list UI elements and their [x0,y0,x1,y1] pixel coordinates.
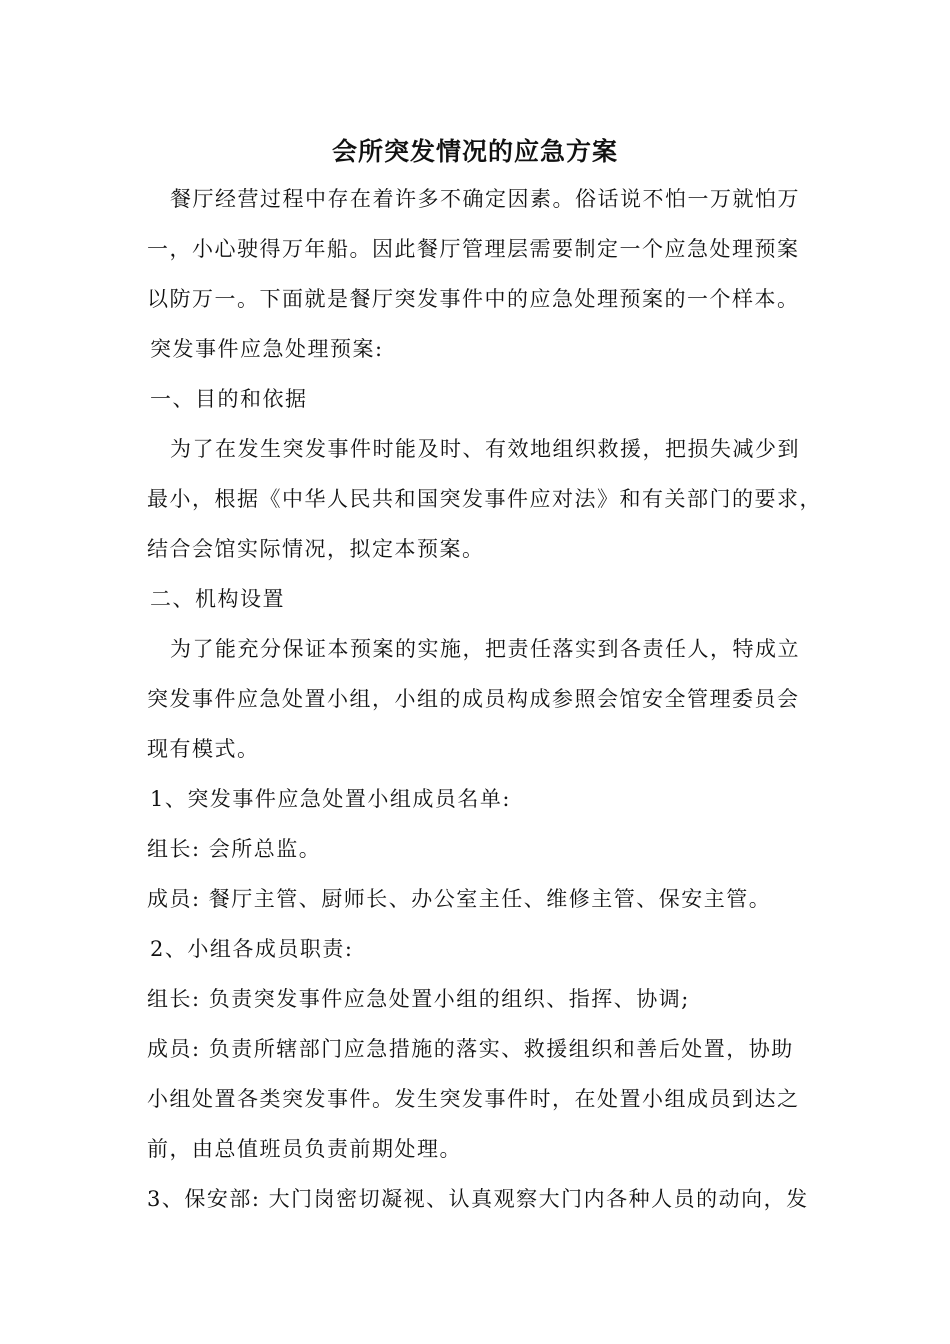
list-item: 3、保安部: 大门岗密切凝视、认真观察大门内各种人员的动向，发 [147,1187,809,1211]
paragraph-line: 为了能充分保证本预案的实施，把责任落实到各责任人，特成立 [170,637,800,661]
paragraph-line: 最小，根据《中华人民共和国突发事件应对法》和有关部门的要求， [147,487,822,511]
paragraph-line: 突发事件应急处置小组，小组的成员构成参照会馆安全管理委员会 [147,687,800,711]
paragraph-line: 小组处置各类突发事件。发生突发事件时，在处置小组成员到达之 [147,1087,800,1111]
paragraph-line: 以防万一。下面就是餐厅突发事件中的应急处理预案的一个样本。 [147,287,800,311]
list-item: 组长: 会所总监。 [147,837,322,861]
section-line: 突发事件应急处理预案: [150,337,384,361]
document-title: 会所突发情况的应急方案 [331,137,618,166]
list-heading: 2、小组各成员职责: [150,937,354,961]
section-heading: 二、机构设置 [150,587,285,611]
list-item: 成员: 负责所辖部门应急措施的落实、救援组织和善后处置，协助 [147,1037,794,1061]
section-heading: 一、目的和依据 [150,387,308,411]
paragraph-line: 为了在发生突发事件时能及时、有效地组织救援，把损失减少到 [170,437,800,461]
paragraph-line: 现有模式。 [147,737,260,761]
paragraph-line: 餐厅经营过程中存在着许多不确定因素。俗话说不怕一万就怕万 [170,187,800,211]
list-item: 成员: 餐厅主管、厨师长、办公室主任、维修主管、保安主管。 [147,887,772,911]
paragraph-line: 结合会馆实际情况，拟定本预案。 [147,537,485,561]
list-heading: 1、突发事件应急处置小组成员名单: [150,787,511,811]
paragraph-line: 一，小心驶得万年船。因此餐厅管理层需要制定一个应急处理预案 [147,237,800,261]
paragraph-line: 前，由总值班员负责前期处理。 [147,1137,462,1161]
list-item: 组长: 负责突发事件应急处置小组的组织、指挥、协调; [147,987,690,1011]
